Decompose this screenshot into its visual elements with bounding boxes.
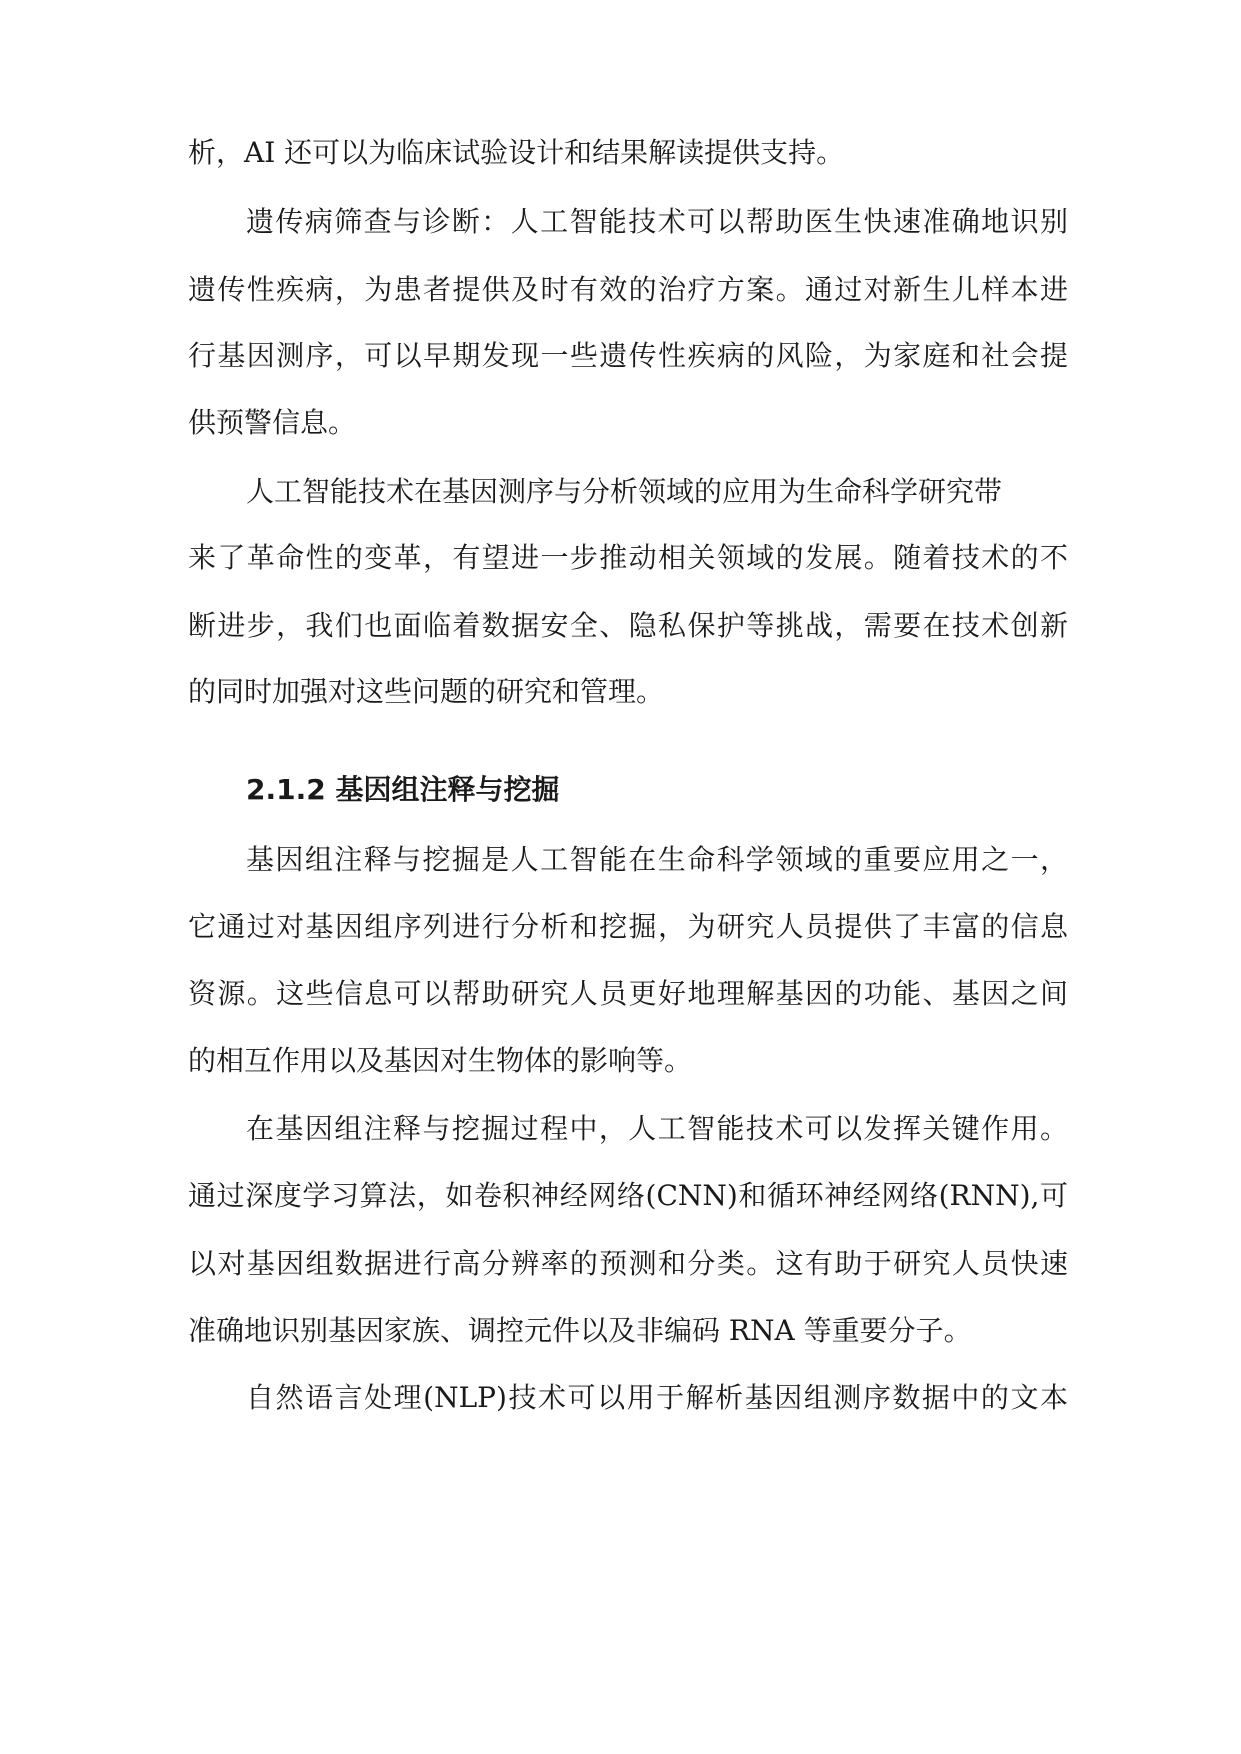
paragraph-line: 断进步，我们也面临着数据安全、隐私保护等挑战，需要在技术创新 [188,609,1068,642]
paragraph-line: 人工智能技术在基因测序与分析领域的应用为生命科学研究带 [246,475,1003,508]
paragraph-line: 的同时加强对这些问题的研究和管理。 [188,675,665,708]
paragraph-line: 资源。这些信息可以帮助研究人员更好地理解基因的功能、基因之间 [188,977,1068,1010]
paragraph-line: 行基因测序，可以早期发现一些遗传性疾病的风险，为家庭和社会提 [188,339,1068,372]
paragraph-line: 它通过对基因组序列进行分析和挖掘，为研究人员提供了丰富的信息 [188,910,1068,943]
paragraph-line: 的相互作用以及基因对生物体的影响等。 [188,1044,693,1077]
paragraph-line: 通过深度学习算法，如卷积神经网络(CNN)和循环神经网络(RNN),可 [188,1179,1068,1212]
paragraph-line: 供预警信息。 [188,406,357,439]
paragraph-line: 自然语言处理(NLP)技术可以用于解析基因组测序数据中的文本 [246,1381,1068,1414]
paragraph-line: 在基因组注释与挖掘过程中，人工智能技术可以发挥关键作用。 [246,1112,1068,1145]
paragraph-line: 准确地识别基因家族、调控元件以及非编码 RNA 等重要分子。 [188,1314,972,1347]
paragraph-line: 以对基因组数据进行高分辨率的预测和分类。这有助于研究人员快速 [188,1247,1068,1280]
paragraph-line: 基因组注释与挖掘是人工智能在生命科学领域的重要应用之一， [246,843,1068,876]
section-heading: 2.1.2 基因组注释与挖掘 [246,773,560,806]
paragraph-line: 析，AI 还可以为临床试验设计和结果解读提供支持。 [188,136,845,169]
paragraph-line: 来了革命性的变革，有望进一步推动相关领域的发展。随着技术的不 [188,541,1068,574]
paragraph-line: 遗传病筛查与诊断：人工智能技术可以帮助医生快速准确地识别 [246,205,1068,238]
paragraph-line: 遗传性疾病，为患者提供及时有效的治疗方案。通过对新生儿样本进 [188,273,1068,306]
